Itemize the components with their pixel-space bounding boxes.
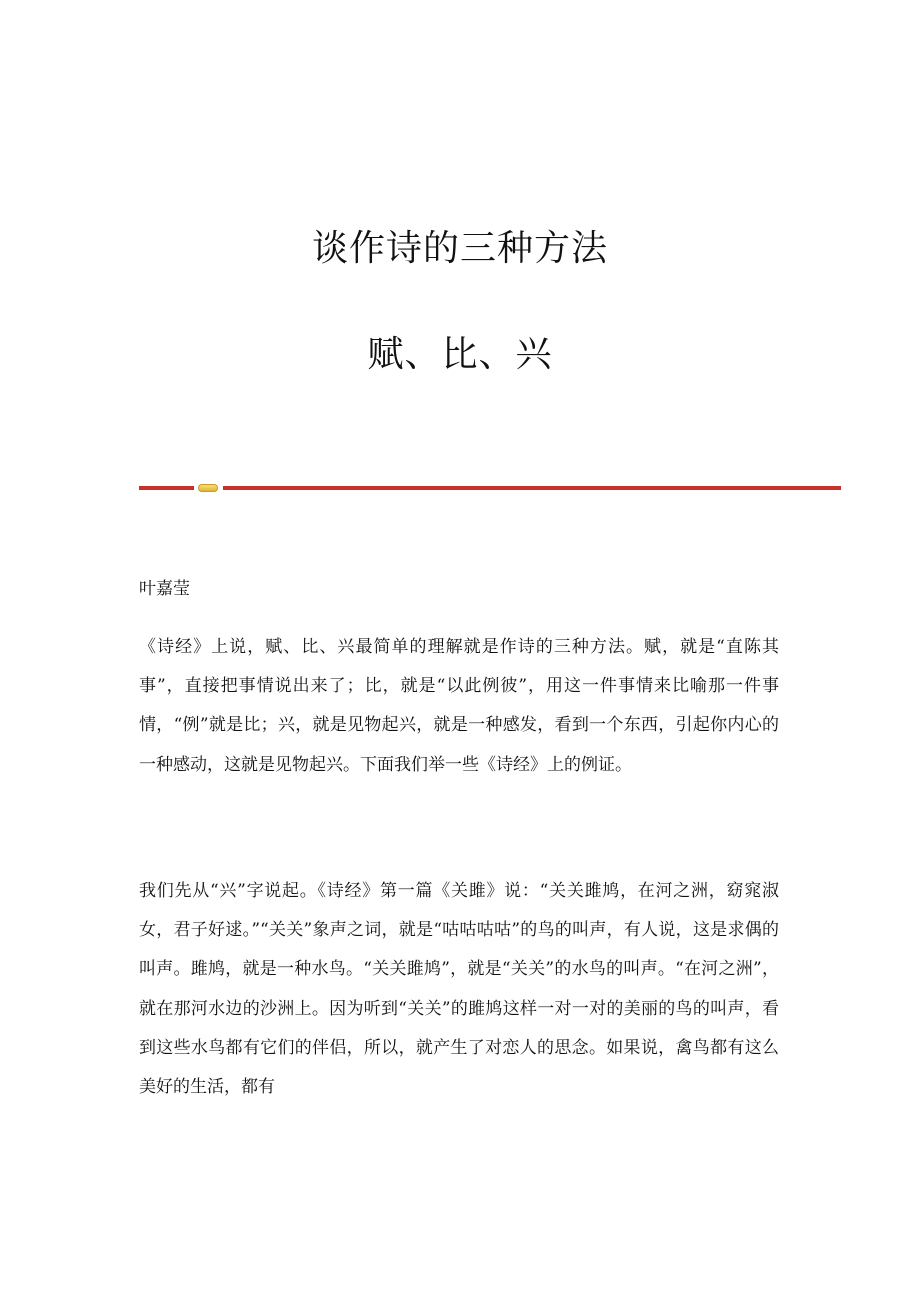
decorative-divider (139, 483, 841, 493)
divider-ornament-icon (198, 484, 218, 492)
body-paragraph-2: 我们先从“兴”字说起。《诗经》第一篇《关雎》说：“关关雎鸠，在河之洲，窈窕淑女，君子好逑。”“关关”象声之词，就是“咕咕咕咕”的鸟的叫声，有人说，这是求偶的叫声。雎鸠，就是一种水鸟。“关关雎鸠”，就是“关关”的水鸟的叫声。“在河之洲”，就在那河水边的沙洲上。因为听到“关关”的雎鸠这样一对一对的美丽的鸟的叫声，看到这些水鸟都有它们的伴侣，所以，就产生了对恋人的思念。如果说，禽鸟都有这么美好的生活，都有 (139, 881, 779, 1098)
document-subtitle: 赋、比、兴 (367, 334, 553, 375)
divider-left-segment (139, 486, 194, 490)
divider-right-segment (223, 486, 841, 490)
body-paragraph-1: 《诗经》上说，赋、比、兴最简单的理解就是作诗的三种方法。赋，就是“直陈其事”，直接把事情说出来了；比，就是“以此例彼”，用这一件事情来比喻那一件事情，“例”就是比；兴，就是见物起兴，就是一种感发，看到一个东西，引起你内心的一种感动，这就是见物起兴。下面我们举一些《诗经》上的例证。 (139, 637, 779, 775)
document-title: 谈作诗的三种方法 (311, 228, 608, 269)
author-name: 叶嘉莹 (139, 579, 190, 599)
